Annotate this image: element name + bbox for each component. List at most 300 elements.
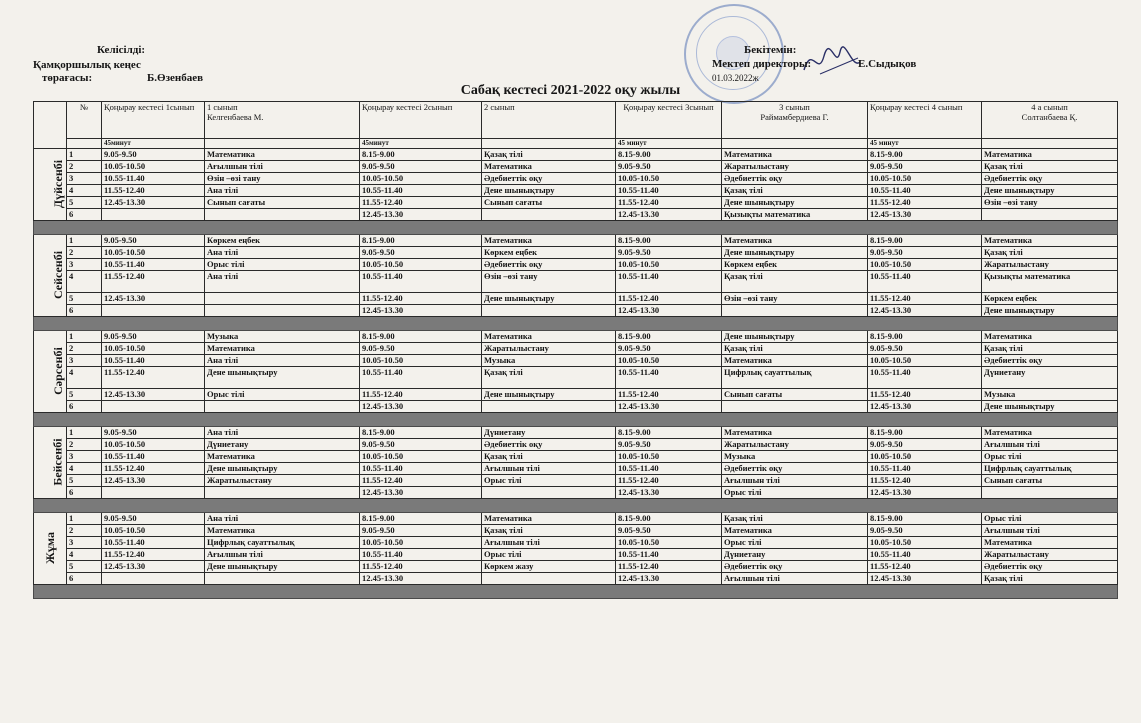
subject-cell: Жаратылыстану — [205, 475, 360, 487]
bell-time: 12.45-13.30 — [868, 487, 982, 499]
subject-cell: Математика — [482, 513, 616, 525]
schedule-table — [33, 101, 1118, 599]
subject-cell: Жаратылыстану — [982, 549, 1118, 561]
approval-date: 01.03.2022ж — [712, 73, 759, 83]
lesson-row — [34, 463, 1118, 475]
bell-time: 10.55-11.40 — [102, 173, 205, 185]
subject-cell: Математика — [982, 235, 1118, 247]
bell-time: 12.45-13.30 — [360, 487, 482, 499]
lesson-row — [34, 209, 1118, 221]
subject-cell: Орыс тілі — [722, 537, 868, 549]
subject-cell: Қазақ тілі — [482, 149, 616, 161]
subject-cell: Қазақ тілі — [982, 343, 1118, 355]
lesson-number: 1 — [67, 427, 102, 439]
subject-cell — [482, 401, 616, 413]
subject-cell: Орыс тілі — [722, 487, 868, 499]
subject-cell: Дүниетану — [205, 439, 360, 451]
bell-time: 8.15-9.00 — [868, 331, 982, 343]
bell-time: 9.05-9.50 — [102, 513, 205, 525]
bell-time — [102, 487, 205, 499]
bell-time: 12.45-13.30 — [868, 209, 982, 221]
subject-cell: Көркем еңбек — [482, 247, 616, 259]
col-bell-4: Қоңырау кестесі 4 сынып — [868, 102, 982, 139]
day-separator — [34, 499, 1118, 513]
day-label-cell — [34, 331, 67, 413]
bell-time: 9.05-9.50 — [616, 439, 722, 451]
subject-cell: Әдебиеттік оқу — [482, 173, 616, 185]
bell-time: 8.15-9.00 — [616, 513, 722, 525]
lesson-number: 4 — [67, 463, 102, 475]
bell-time: 10.05-10.50 — [102, 161, 205, 173]
subject-cell: Қызықты математика — [982, 271, 1118, 293]
bell-time: 12.45-13.30 — [616, 209, 722, 221]
bell-time: 8.15-9.00 — [360, 149, 482, 161]
subject-cell: Математика — [205, 525, 360, 537]
lesson-row — [34, 161, 1118, 173]
bell-time: 10.55-11.40 — [360, 185, 482, 197]
bell-time: 8.15-9.00 — [360, 331, 482, 343]
bell-time: 9.05-9.50 — [102, 331, 205, 343]
subject-cell: Ағылшын тілі — [982, 525, 1118, 537]
subject-cell: Жаратылыстану — [982, 259, 1118, 271]
subject-cell: Қазақ тілі — [982, 161, 1118, 173]
lesson-number: 6 — [67, 401, 102, 413]
col-class-1: 1 сынып Келгенбаева М. — [205, 102, 360, 139]
lesson-number: 2 — [67, 525, 102, 537]
subject-cell: Қазақ тілі — [982, 573, 1118, 585]
subject-cell — [482, 305, 616, 317]
subject-cell: Математика — [982, 331, 1118, 343]
subject-cell: Әдебиеттік оқу — [722, 173, 868, 185]
approve-label: Бекітемін: — [744, 44, 797, 56]
bell-time: 10.05-10.50 — [616, 355, 722, 367]
subject-cell: Музыка — [982, 389, 1118, 401]
subject-cell: Көркем еңбек — [722, 259, 868, 271]
day-name: Сейсенбі — [51, 250, 66, 300]
bell-time: 11.55-12.40 — [102, 549, 205, 561]
bell-time: 9.05-9.50 — [868, 525, 982, 537]
subject-cell: Әдебиеттік оқу — [722, 561, 868, 573]
subject-cell: Дүниетану — [482, 427, 616, 439]
bell-time: 10.05-10.50 — [868, 451, 982, 463]
subject-cell: Қазақ тілі — [722, 343, 868, 355]
bell-time: 11.55-12.40 — [868, 197, 982, 209]
subject-cell: Ана тілі — [205, 355, 360, 367]
lesson-number: 3 — [67, 259, 102, 271]
subject-cell: Қазақ тілі — [982, 247, 1118, 259]
subject-cell: Әдебиеттік оқу — [982, 173, 1118, 185]
bell-time: 9.05-9.50 — [868, 343, 982, 355]
bell-time: 12.45-13.30 — [868, 305, 982, 317]
bell-time: 12.45-13.30 — [616, 487, 722, 499]
subject-cell: Әдебиеттік оқу — [482, 439, 616, 451]
bell-time: 9.05-9.50 — [868, 161, 982, 173]
bell-time: 8.15-9.00 — [360, 235, 482, 247]
bell-time: 8.15-9.00 — [868, 235, 982, 247]
lesson-number: 1 — [67, 331, 102, 343]
subject-cell: Цифрлық сауаттылық — [205, 537, 360, 549]
bell-time: 10.05-10.50 — [868, 173, 982, 185]
lesson-row — [34, 271, 1118, 293]
subject-cell: Дене шынықтыру — [982, 305, 1118, 317]
lesson-number: 6 — [67, 573, 102, 585]
lesson-row — [34, 355, 1118, 367]
bell-time: 12.45-13.30 — [360, 209, 482, 221]
subject-cell: Қазақ тілі — [482, 525, 616, 537]
bell-time: 11.55-12.40 — [616, 475, 722, 487]
subject-cell: Дүниетану — [982, 367, 1118, 389]
bell-time: 11.55-12.40 — [868, 293, 982, 305]
subject-cell: Дене шынықтыру — [205, 367, 360, 389]
subject-cell: Ағылшын тілі — [722, 573, 868, 585]
bell-time: 11.55-12.40 — [868, 561, 982, 573]
bell-time: 10.05-10.50 — [102, 439, 205, 451]
lesson-row — [34, 439, 1118, 451]
subject-cell: Ағылшын тілі — [205, 549, 360, 561]
subject-cell: Ана тілі — [205, 185, 360, 197]
subject-cell — [205, 573, 360, 585]
subject-cell: Сынып сағаты — [982, 475, 1118, 487]
subject-cell: Цифрлық сауаттылық — [722, 367, 868, 389]
lesson-number: 4 — [67, 549, 102, 561]
lesson-row — [34, 451, 1118, 463]
subject-cell: Дене шынықтыру — [982, 185, 1118, 197]
subject-cell: Көркем еңбек — [205, 235, 360, 247]
subject-cell: Математика — [982, 537, 1118, 549]
lesson-number: 4 — [67, 367, 102, 389]
bell-time: 12.45-13.30 — [102, 561, 205, 573]
col-bell-3: Қоңырау кестесі 3сынып — [616, 102, 722, 139]
lesson-number: 3 — [67, 173, 102, 185]
corner-cell — [34, 102, 67, 149]
bell-time — [102, 573, 205, 585]
lesson-number: 6 — [67, 305, 102, 317]
lesson-row — [34, 573, 1118, 585]
subject-cell — [982, 209, 1118, 221]
subject-cell: Математика — [482, 331, 616, 343]
lesson-row — [34, 427, 1118, 439]
subject-cell: Қызықты математика — [722, 209, 868, 221]
subject-cell: Математика — [722, 427, 868, 439]
subject-cell: Дене шынықтыру — [722, 247, 868, 259]
subject-cell: Ана тілі — [205, 513, 360, 525]
chair-name: Б.Өзенбаев — [147, 72, 204, 84]
day-name: Жұма — [43, 532, 57, 564]
subject-cell: Дене шынықтыру — [722, 331, 868, 343]
bell-time: 10.05-10.50 — [360, 355, 482, 367]
bell-time: 8.15-9.00 — [360, 427, 482, 439]
subject-cell: Ана тілі — [205, 427, 360, 439]
bell-time: 10.05-10.50 — [868, 355, 982, 367]
lesson-row — [34, 293, 1118, 305]
bell-time: 9.05-9.50 — [360, 525, 482, 537]
bell-time: 10.55-11.40 — [868, 367, 982, 389]
subject-cell: Дене шынықтыру — [482, 293, 616, 305]
lesson-row — [34, 185, 1118, 197]
bell-time: 11.55-12.40 — [360, 475, 482, 487]
lesson-number: 6 — [67, 209, 102, 221]
lesson-number: 5 — [67, 293, 102, 305]
lesson-number: 5 — [67, 475, 102, 487]
day-name: Сәрсенбі — [50, 347, 65, 395]
bell-time: 10.55-11.40 — [868, 185, 982, 197]
bell-time: 11.55-12.40 — [616, 197, 722, 209]
subject-cell: Дене шынықтыру — [205, 561, 360, 573]
subject-cell: Өзін –өзі тану — [982, 197, 1118, 209]
bell-time: 8.15-9.00 — [616, 427, 722, 439]
lesson-number: 1 — [67, 235, 102, 247]
council-label: Қамқоршылық кеңес — [33, 59, 141, 71]
day-separator — [34, 221, 1118, 235]
bell-time: 10.05-10.50 — [102, 247, 205, 259]
bell-time: 11.55-12.40 — [868, 389, 982, 401]
col-bell-1: Қоңырау кестесі 1сынып — [102, 102, 205, 139]
subject-cell: Математика — [982, 427, 1118, 439]
lesson-row — [34, 561, 1118, 573]
director-label: Мектеп директоры: — [712, 58, 812, 70]
lesson-number: 1 — [67, 149, 102, 161]
subject-cell: Дене шынықтыру — [722, 197, 868, 209]
subject-cell: Сынып сағаты — [482, 197, 616, 209]
bell-time: 9.05-9.50 — [360, 161, 482, 173]
bell-time: 9.05-9.50 — [868, 439, 982, 451]
col-class-3: 3 сынып Раймамбердиева Г. — [722, 102, 868, 139]
bell-time: 11.55-12.40 — [102, 463, 205, 475]
duration-3: 45 минут — [616, 139, 722, 149]
day-label-cell — [34, 513, 67, 585]
bell-time: 9.05-9.50 — [360, 439, 482, 451]
bell-time: 10.05-10.50 — [102, 525, 205, 537]
lesson-row — [34, 537, 1118, 549]
subject-cell: Музыка — [722, 451, 868, 463]
subject-cell: Көркем жазу — [482, 561, 616, 573]
subject-cell: Математика — [205, 149, 360, 161]
subject-cell: Жаратылыстану — [722, 161, 868, 173]
lesson-row — [34, 305, 1118, 317]
bell-time: 10.55-11.40 — [360, 367, 482, 389]
day-separator — [34, 585, 1118, 599]
subject-cell — [982, 487, 1118, 499]
subject-cell: Ағылшын тілі — [205, 161, 360, 173]
page-title: Сабақ кестесі 2021-2022 оқу жылы — [460, 83, 681, 98]
bell-time: 10.55-11.40 — [360, 271, 482, 293]
lesson-number: 3 — [67, 451, 102, 463]
subject-cell: Қазақ тілі — [722, 271, 868, 293]
bell-time: 9.05-9.50 — [102, 427, 205, 439]
lesson-number: 5 — [67, 561, 102, 573]
subject-cell: Ана тілі — [205, 247, 360, 259]
subject-cell: Өзін –өзі тану — [482, 271, 616, 293]
subject-cell: Жаратылыстану — [722, 439, 868, 451]
lesson-row — [34, 513, 1118, 525]
bell-time: 10.55-11.40 — [102, 451, 205, 463]
subject-cell: Математика — [722, 149, 868, 161]
subject-cell: Өзін –өзі тану — [205, 173, 360, 185]
col-class-4: 4 а сынып Солтанбаева Қ. — [982, 102, 1118, 139]
bell-time: 8.15-9.00 — [616, 149, 722, 161]
header-row — [34, 102, 1118, 139]
subject-cell: Музыка — [205, 331, 360, 343]
bell-time: 11.55-12.40 — [102, 367, 205, 389]
lesson-number: 4 — [67, 271, 102, 293]
bell-time: 10.05-10.50 — [102, 343, 205, 355]
lesson-number: 3 — [67, 537, 102, 549]
subject-cell: Ағылшын тілі — [722, 475, 868, 487]
lesson-row — [34, 235, 1118, 247]
subject-cell: Математика — [982, 149, 1118, 161]
lesson-row — [34, 475, 1118, 487]
subject-cell: Сынып сағаты — [205, 197, 360, 209]
subject-cell: Орыс тілі — [982, 451, 1118, 463]
subject-cell: Қазақ тілі — [482, 367, 616, 389]
subject-cell — [722, 401, 868, 413]
bell-time: 12.45-13.30 — [102, 389, 205, 401]
bell-time: 12.45-13.30 — [616, 573, 722, 585]
bell-time: 10.55-11.40 — [616, 271, 722, 293]
subject-cell — [722, 305, 868, 317]
bell-time: 11.55-12.40 — [616, 389, 722, 401]
subject-cell: Әдебиеттік оқу — [722, 463, 868, 475]
subject-cell: Орыс тілі — [205, 389, 360, 401]
subject-cell: Қазақ тілі — [722, 185, 868, 197]
bell-time: 9.05-9.50 — [102, 235, 205, 247]
bell-time: 10.05-10.50 — [616, 451, 722, 463]
bell-time: 10.05-10.50 — [360, 259, 482, 271]
lesson-row — [34, 401, 1118, 413]
bell-time: 10.55-11.40 — [616, 367, 722, 389]
lesson-number: 5 — [67, 389, 102, 401]
lesson-number: 5 — [67, 197, 102, 209]
bell-time: 10.05-10.50 — [868, 537, 982, 549]
day-label-cell — [34, 427, 67, 499]
bell-time: 12.45-13.30 — [616, 305, 722, 317]
bell-time: 12.45-13.30 — [102, 197, 205, 209]
subject-cell: Математика — [205, 451, 360, 463]
bell-time: 10.05-10.50 — [616, 259, 722, 271]
agreed-label: Келісілді: — [97, 44, 146, 56]
bell-time: 10.55-11.40 — [868, 463, 982, 475]
bell-time: 11.55-12.40 — [102, 185, 205, 197]
lesson-row — [34, 389, 1118, 401]
bell-time: 11.55-12.40 — [102, 271, 205, 293]
duration-row — [34, 139, 1118, 149]
bell-time: 11.55-12.40 — [360, 293, 482, 305]
subject-cell: Математика — [722, 525, 868, 537]
lesson-row — [34, 549, 1118, 561]
subject-cell: Дене шынықтыру — [482, 389, 616, 401]
bell-time: 10.05-10.50 — [360, 173, 482, 185]
bell-time: 10.05-10.50 — [360, 451, 482, 463]
bell-time: 9.05-9.50 — [616, 343, 722, 355]
subject-cell: Математика — [205, 343, 360, 355]
subject-cell: Қазақ тілі — [482, 451, 616, 463]
bell-time: 10.55-11.40 — [868, 271, 982, 293]
bell-time: 10.05-10.50 — [868, 259, 982, 271]
bell-time: 12.45-13.30 — [102, 293, 205, 305]
bell-time: 10.05-10.50 — [616, 173, 722, 185]
subject-cell: Дене шынықтыру — [982, 401, 1118, 413]
lesson-number: 1 — [67, 513, 102, 525]
day-name: Бейсенбі — [50, 438, 65, 486]
subject-cell: Сынып сағаты — [722, 389, 868, 401]
bell-time: 10.55-11.40 — [868, 549, 982, 561]
subject-cell: Орыс тілі — [205, 259, 360, 271]
lesson-row — [34, 525, 1118, 537]
lesson-row — [34, 173, 1118, 185]
bell-time: 11.55-12.40 — [868, 475, 982, 487]
bell-time: 11.55-12.40 — [360, 197, 482, 209]
lesson-row — [34, 367, 1118, 389]
lesson-row — [34, 343, 1118, 355]
lesson-number: 6 — [67, 487, 102, 499]
bell-time: 11.55-12.40 — [360, 561, 482, 573]
bell-time: 12.45-13.30 — [868, 401, 982, 413]
bell-time: 9.05-9.50 — [616, 247, 722, 259]
subject-cell: Орыс тілі — [482, 475, 616, 487]
subject-cell: Математика — [482, 235, 616, 247]
bell-time: 8.15-9.00 — [616, 331, 722, 343]
duration-2: 45минут — [360, 139, 482, 149]
bell-time: 12.45-13.30 — [360, 401, 482, 413]
subject-cell: Дене шынықтыру — [205, 463, 360, 475]
day-label-cell — [34, 235, 67, 317]
subject-cell: Математика — [722, 355, 868, 367]
subject-cell: Қазақ тілі — [722, 513, 868, 525]
subject-cell: Әдебиеттік оқу — [982, 355, 1118, 367]
col-bell-2: Қоңырау кестесі 2сынып — [360, 102, 482, 139]
bell-time: 8.15-9.00 — [868, 149, 982, 161]
lesson-number: 2 — [67, 161, 102, 173]
bell-time: 12.45-13.30 — [868, 573, 982, 585]
lesson-row — [34, 259, 1118, 271]
subject-cell — [205, 209, 360, 221]
lesson-row — [34, 149, 1118, 161]
bell-time: 8.15-9.00 — [616, 235, 722, 247]
lesson-number: 2 — [67, 343, 102, 355]
day-separator — [34, 317, 1118, 331]
subject-cell: Әдебиеттік оқу — [982, 561, 1118, 573]
subject-cell: Орыс тілі — [982, 513, 1118, 525]
subject-cell: Дене шынықтыру — [482, 185, 616, 197]
bell-time: 9.05-9.50 — [360, 247, 482, 259]
bell-time: 10.55-11.40 — [360, 549, 482, 561]
subject-cell: Математика — [722, 235, 868, 247]
subject-cell: Математика — [482, 161, 616, 173]
col-class-2: 2 сынып — [482, 102, 616, 139]
subject-cell: Ағылшын тілі — [982, 439, 1118, 451]
lesson-number: 2 — [67, 247, 102, 259]
bell-time: 11.55-12.40 — [616, 561, 722, 573]
subject-cell — [482, 573, 616, 585]
bell-time: 10.55-11.40 — [102, 259, 205, 271]
bell-time — [102, 401, 205, 413]
bell-time: 10.55-11.40 — [102, 355, 205, 367]
subject-cell: Орыс тілі — [482, 549, 616, 561]
duration-1: 45минут — [102, 139, 205, 149]
bell-time: 9.05-9.50 — [360, 343, 482, 355]
bell-time: 10.55-11.40 — [102, 537, 205, 549]
bell-time: 8.15-9.00 — [360, 513, 482, 525]
subject-cell: Ана тілі — [205, 271, 360, 293]
bell-time: 9.05-9.50 — [616, 161, 722, 173]
subject-cell — [205, 293, 360, 305]
subject-cell — [205, 487, 360, 499]
bell-time: 12.45-13.30 — [360, 573, 482, 585]
lesson-number: 3 — [67, 355, 102, 367]
subject-cell — [482, 209, 616, 221]
subject-cell — [482, 487, 616, 499]
lesson-row — [34, 197, 1118, 209]
